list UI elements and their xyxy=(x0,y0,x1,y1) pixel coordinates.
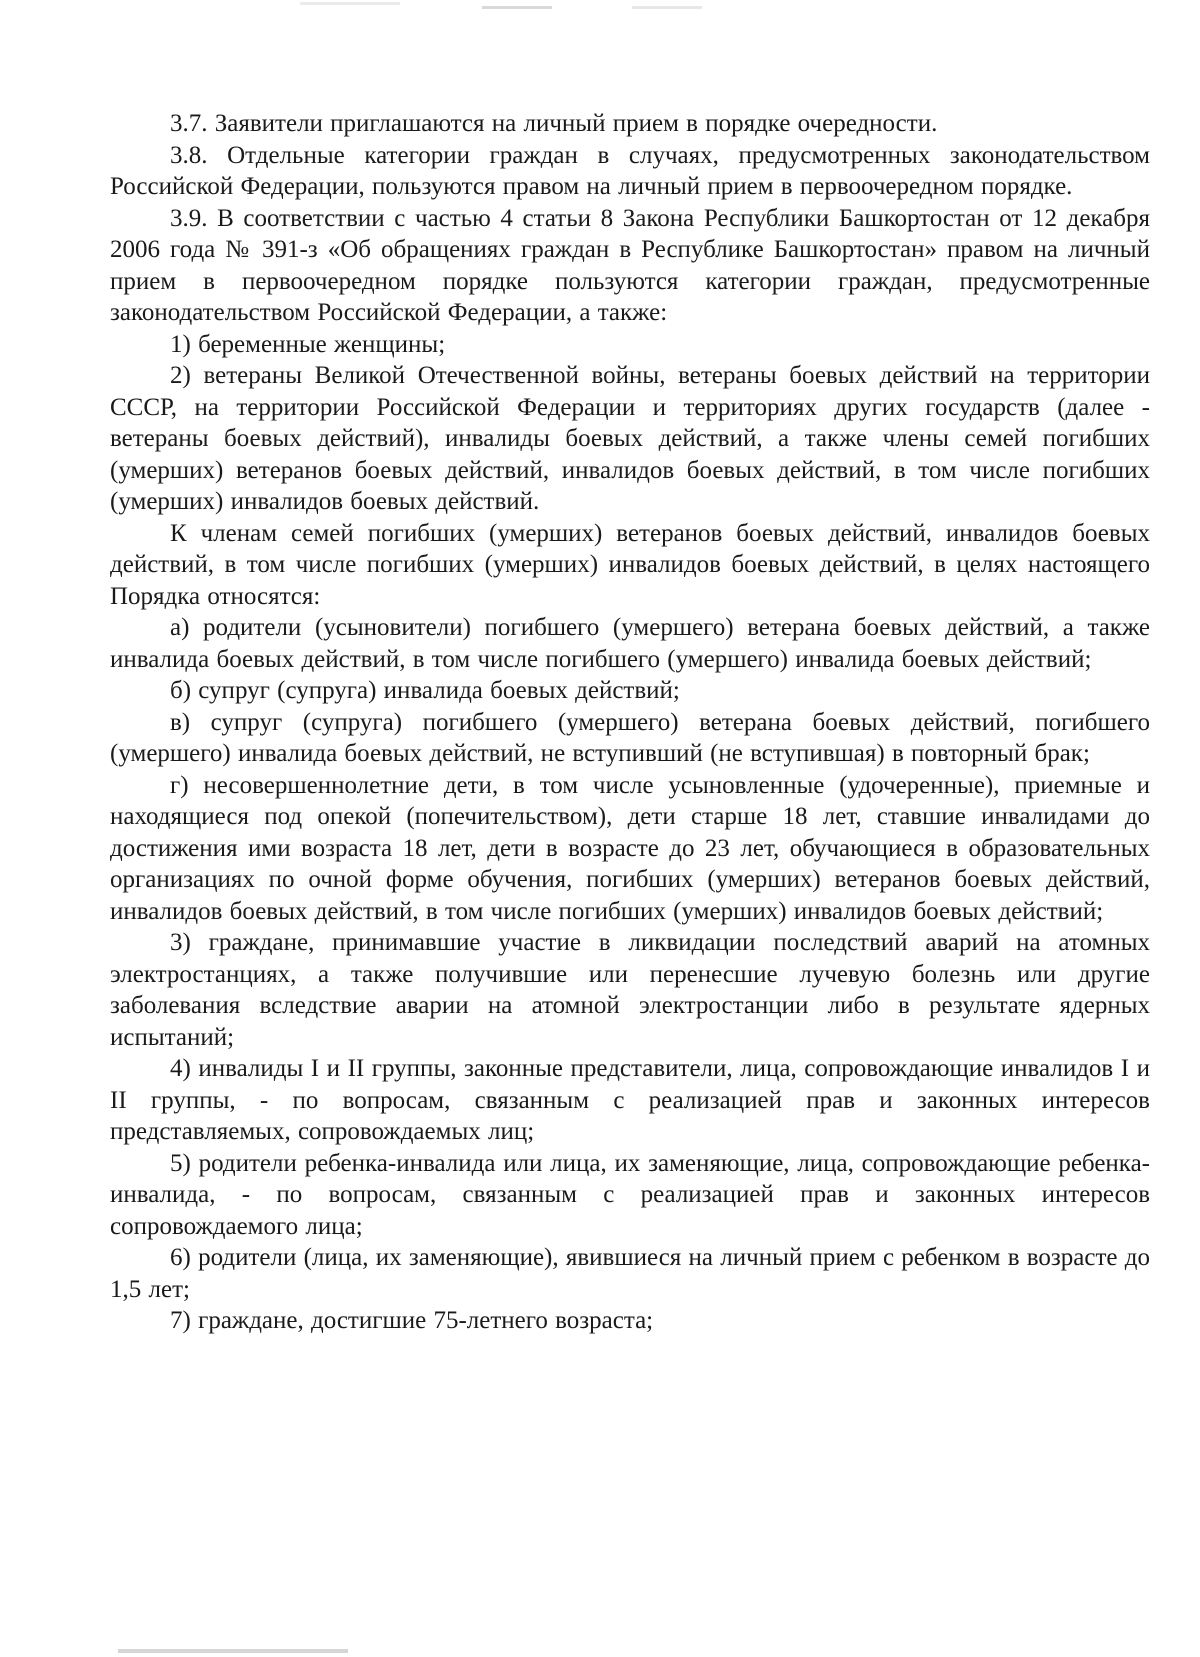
paragraph-3-9: 3.9. В соответствии с частью 4 статьи 8 Закона Республики Башкортостан от 12 декабря 2006 года № 391-з «Об обращениях граждан в Республике Башкортостан» правом на личный прием в первоочередном порядке пользуются категории граждан, предусмотренные законодательством Российской Федерации, а также: xyxy=(110,204,1150,326)
sub-item-a: а) родители (усыновители) погибшего (умершего) ветерана боевых действий, а также инвалида боевых действий, в том числе погибшего (умершего) инвалида боевых действий; xyxy=(110,614,1150,673)
document-body xyxy=(110,108,1150,1337)
list-item-4: 4) инвалиды I и II группы, законные представители, лица, сопровождающие инвалидов I и II группы, - по вопросам, связанным с реализацией прав и законных интересов представляемых, сопровождаемых лиц; xyxy=(110,1055,1150,1145)
list-item-1: 1) беременные женщины; xyxy=(170,330,446,358)
sub-item-b: б) супруг (супруга) инвалида боевых действий; xyxy=(170,677,680,704)
list-item-6: 6) родители (лица, их заменяющие), явившиеся на личный прием с ребенком в возрасте до 1,5 лет; xyxy=(110,1244,1150,1303)
list-item-3: 3) граждане, принимавшие участие в ликвидации последствий аварий на атомных электростанциях, а также получившие или перенесшие лучевую болезнь или другие заболевания вследствие аварии на атомной электростанции либо в результате ядерных испытаний; xyxy=(110,929,1150,1051)
scan-artifact xyxy=(482,6,552,9)
scan-artifact xyxy=(632,6,702,9)
scan-artifact xyxy=(118,1649,348,1653)
list-item-5: 5) родители ребенка-инвалида или лица, их заменяющие, лица, сопровождающие ребенка-инвалида, - по вопросам, связанным с реализацией прав и законных интересов сопровождаемого лица; xyxy=(110,1149,1150,1240)
sub-item-g: г) несовершеннолетние дети, в том числе усыновленные (удочеренные), приемные и находящиеся под опекой (попечительством), дети старше 18 лет, ставшие инвалидами до достижения ими возраста 18 лет, дети в возрасте до 23 лет, обучающиеся в образовательных организациях по очной форме обучения, погибших (умерших) ветеранов боевых действий, инвалидов боевых действий, в том числе погибших (умерших) инвалидов боевых действий; xyxy=(110,771,1150,925)
list-item-2: 2) ветераны Великой Отечественной войны, ветераны боевых действий на территории СССР, на территории Российской Федерации и территориях других государств (далее - ветераны боевых действий), инвалиды боевых действий, а также члены семей погибших (умерших) ветеранов боевых действий, инвалидов боевых действий, в том числе погибших (умерших) инвалидов боевых действий. xyxy=(110,362,1150,515)
family-members-intro: К членам семей погибших (умерших) ветеранов боевых действий, инвалидов боевых действий, в том числе погибших (умерших) инвалидов боевых действий, в целях настоящего Порядка относятся: xyxy=(110,519,1150,610)
list-item-7: 7) граждане, достигшие 75-летнего возраста; xyxy=(170,1307,654,1334)
sub-item-v: в) супруг (супруга) погибшего (умершего) ветерана боевых действий, погибшего (умершего) инвалида боевых действий, не вступивший (не вступившая) в повторный брак; xyxy=(110,708,1150,767)
paragraph-3-7: 3.7. Заявители приглашаются на личный прием в порядке очередности. xyxy=(170,110,938,137)
paragraph-3-8: 3.8. Отдельные категории граждан в случаях, предусмотренных законодательством Российской Федерации, пользуются правом на личный прием в первоочередном порядке. xyxy=(110,141,1150,200)
scan-artifact xyxy=(300,2,400,5)
